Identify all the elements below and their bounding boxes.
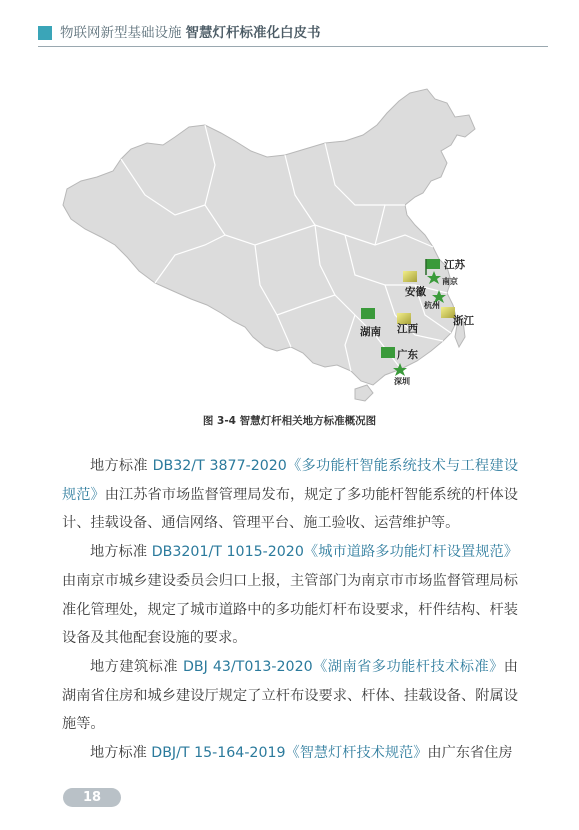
paragraph <box>62 739 518 768</box>
paragraph <box>62 452 518 538</box>
standard-reference: DBJ 43/T013-2020《湖南省多功能杆技术标准》 <box>183 658 504 675</box>
header-title <box>60 23 321 43</box>
figure-caption: 图 3-4 智慧灯杆相关地方标准概况图 <box>202 415 377 427</box>
label-shenzhen: 深圳 <box>394 377 410 386</box>
label-jiangxi: 江西 <box>397 323 418 335</box>
page-header <box>38 21 548 47</box>
paragraph-rest: 由江苏省市场监督管理局发布，规定了多功能杆智能系统的杆体设计、挂载设备、通信网络、管理平台、施工验收、运营维护等。 <box>62 486 518 532</box>
paragraph-prefix: 地方标准 <box>90 745 152 762</box>
paragraph-prefix: 地方标准 <box>90 544 152 561</box>
paragraph-rest: 由广东省住房 <box>427 745 513 762</box>
label-guangdong: 广东 <box>397 349 418 361</box>
label-hangzhou: 杭州 <box>424 301 440 310</box>
label-anhui: 安徽 <box>405 286 426 298</box>
hainan-island <box>355 385 373 401</box>
header-book-title: 智慧灯杆标准化白皮书 <box>185 25 321 41</box>
paragraph <box>62 653 518 739</box>
page-number: 18 <box>63 788 121 807</box>
china-map-outline <box>63 89 475 385</box>
label-jiangsu: 江苏 <box>444 259 465 271</box>
label-zhejiang: 浙江 <box>453 315 474 327</box>
header-accent-square <box>38 26 52 40</box>
header-series: 物联网新型基础设施 <box>60 25 182 41</box>
standard-reference: DB3201/T 1015-2020《城市道路多功能灯杆设置规范》 <box>151 544 518 561</box>
label-hunan: 湖南 <box>360 326 381 338</box>
header-rule <box>38 46 548 47</box>
body-text <box>62 452 518 768</box>
paragraph-prefix: 地方建筑标准 <box>90 658 183 675</box>
paragraph-rest: 由湖南省住房和城乡建设厅规定了立杆布设要求、杆体、挂载设备、附属设施等。 <box>62 658 518 733</box>
paragraph <box>62 538 518 653</box>
paragraph-rest: 由南京市城乡建设委员会归口上报，主管部门为南京市市场监督管理局标准化管理处，规定了城市道路中的多功能灯杆布设要求，杆件结构、杆装设备及其他配套设施的要求。 <box>62 572 518 647</box>
china-map-figure <box>55 85 525 405</box>
standard-reference: DBJ/T 15-164-2019《智慧灯杆技术规范》 <box>151 745 428 762</box>
label-nanjing: 南京 <box>442 277 458 286</box>
standard-reference: DB32/T 3877-2020《多功能杆智能系统技术与工程建设规范》 <box>62 458 519 503</box>
paragraph-prefix: 地方标准 <box>90 458 153 474</box>
